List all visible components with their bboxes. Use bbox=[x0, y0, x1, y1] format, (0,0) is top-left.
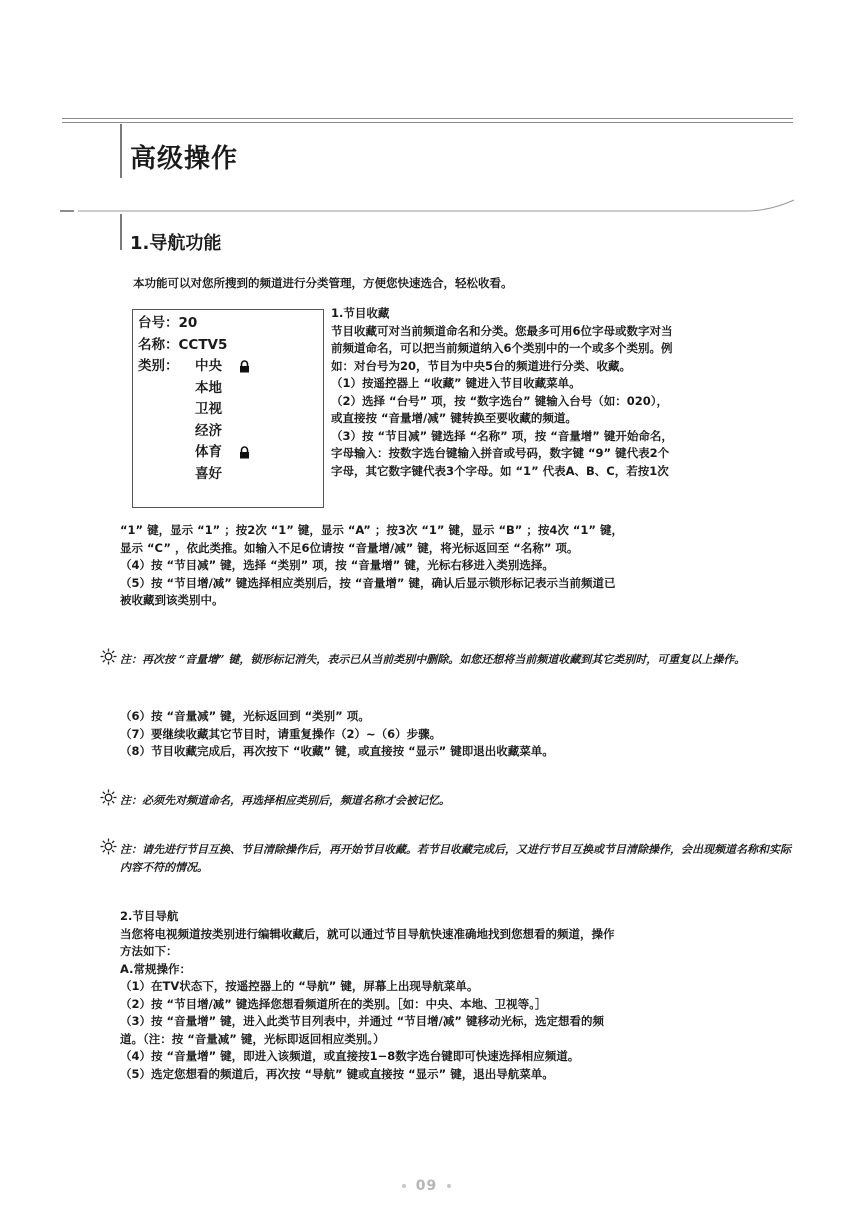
page-title: 高级操作 bbox=[130, 144, 239, 174]
text-line: （5）选定您想看的频道后，再次按 “导航” 键或直接按 “显示” 键，退出导航菜单。 bbox=[120, 1066, 554, 1081]
lock-icon bbox=[238, 446, 251, 459]
text-line: （2）选择 “台号” 项，按 “数字选台” 键输入台号（如：020）， bbox=[331, 393, 669, 408]
title-bar bbox=[120, 124, 122, 178]
text-line: （8）节目收藏完成后，再次按下 “收藏” 键，或直接按 “显示” 键即退出收藏菜单。 bbox=[120, 744, 554, 758]
channel-name-line: 名称：CCTV5 bbox=[138, 336, 228, 353]
category-row bbox=[138, 378, 323, 400]
text-line: A.常规操作： bbox=[120, 961, 191, 976]
note-sun-icon bbox=[100, 648, 117, 665]
text-line: 字母，其它数字键代表3个字母。如 “1” 代表A、B、C，若按1次 bbox=[331, 463, 669, 478]
text-line: （6）按 “音量减” 键，光标返回到 “类别” 项。 bbox=[120, 709, 370, 723]
text-line: （5）按 “节目增/减” 键选择相应类别后，按 “音量增” 键，确认后显示锁形标记表示当前频道已 bbox=[120, 575, 616, 590]
text-line: 显示 “C” ，依此类推。如输入不足6位请按 “音量增/减” 键，将光标返回至 “名称” 项。 bbox=[120, 540, 579, 555]
category-item bbox=[195, 356, 251, 378]
text-line: 被收藏到该类别中。 bbox=[120, 593, 224, 607]
category-row bbox=[138, 356, 323, 378]
text-line: 方法如下： bbox=[120, 944, 178, 958]
page-footer bbox=[0, 1178, 853, 1194]
text-line: （3）按 “节目减” 键选择 “名称” 项，按 “音量增” 键开始命名， bbox=[331, 428, 673, 443]
note-sun-icon bbox=[100, 838, 117, 855]
text-line: （1）按遥控器上 “收藏” 键进入节目收藏菜单。 bbox=[331, 376, 581, 390]
favorites-steps-continued bbox=[120, 708, 792, 761]
category-label: 类别： bbox=[138, 358, 179, 374]
page-number: 09 bbox=[415, 1178, 438, 1194]
title-rule-bottom bbox=[62, 122, 793, 123]
intro-text: 本功能可以对您所搜到的频道进行分类管理，方便您快速选合，轻松收看。 bbox=[133, 276, 513, 290]
category-row bbox=[138, 442, 323, 464]
text-line: （3）按 “音量增” 键，进入此类节目列表中，并通过 “节目增/减” 键移动光标，选定想看的频 bbox=[120, 1014, 604, 1028]
lock-icon bbox=[238, 360, 251, 373]
text-line: 道。（注：按 “音量减” 键，光标即返回相应类别。） bbox=[120, 1031, 385, 1046]
guide-section bbox=[120, 908, 792, 1083]
text-line: 前频道命名，可以把当前频道纳入6个类别中的一个或多个类别。例 bbox=[331, 341, 673, 355]
category-row bbox=[138, 421, 323, 443]
category-row bbox=[138, 399, 323, 421]
section-bar bbox=[120, 214, 122, 250]
title-rule-top bbox=[62, 118, 793, 119]
channel-number-line: 台号：20 bbox=[138, 315, 198, 331]
category-row bbox=[138, 464, 323, 486]
text-line: 或直接按 “音量增/减” 键转换至要收藏的频道。 bbox=[331, 411, 577, 425]
text-line: 节目收藏可对当前频道命名和分类。您最多可用6位字母或数字对当 bbox=[331, 323, 673, 338]
favorites-full-width bbox=[120, 522, 792, 610]
text-line: （4）按 “音量增” 键，即进入该频道，或直接按1−8数字选台键即可快速选择相应频道。 bbox=[120, 1049, 580, 1063]
category-item: 卫视 bbox=[195, 401, 222, 417]
category-item bbox=[195, 442, 251, 464]
section-rule bbox=[60, 196, 795, 216]
note-delete: 注：再次按 “音量增” 键，锁形标记消失，表示已从当前类别中删除。如您还想将当前频道收藏到其它类别时，可重复以上操作。 bbox=[120, 653, 746, 666]
dot-right bbox=[447, 1184, 451, 1188]
text-line: （4）按 “节目减” 键，选择 “类别” 项，按 “音量增” 键，光标右移进入类别选择。 bbox=[120, 558, 554, 572]
category-item: 本地 bbox=[195, 379, 222, 396]
channel-info-box bbox=[132, 309, 324, 508]
category-text: 中央 bbox=[195, 358, 222, 374]
text-line: （1）在TV状态下，按遥控器上的 “导航” 键，屏幕上出现导航菜单。 bbox=[120, 979, 479, 993]
note-naming-order: 注：必须先对频道命名，再选择相应类别后，频道名称才会被记忆。 bbox=[120, 794, 450, 807]
dot-left bbox=[402, 1184, 406, 1188]
favorites-right-column bbox=[331, 305, 793, 480]
category-item: 喜好 bbox=[195, 465, 222, 482]
section-heading: 1.导航功能 bbox=[130, 233, 222, 254]
text-line: 当您将电视频道按类别进行编辑收藏后，就可以通过节目导航快速准确地找到您想看的频道，操作 bbox=[120, 926, 615, 941]
text-line: （7）要继续收藏其它节目时，请重复操作（2）~（6）步骤。 bbox=[120, 726, 442, 741]
favorites-heading: 1.节目收藏 bbox=[331, 306, 390, 320]
note-sun-icon bbox=[100, 789, 117, 806]
category-text: 体育 bbox=[195, 444, 222, 460]
text-line: 如：对台号为20，节目为中央5台的频道进行分类、收藏。 bbox=[331, 358, 632, 373]
category-item: 经济 bbox=[195, 422, 222, 439]
text-line: （2）按 “节目增/减” 键选择您想看频道所在的类别。［如：中央、本地、卫视等。］ bbox=[120, 996, 547, 1011]
text-line: 字母输入：按数字选台键输入拼音或号码，数字键 “9” 键代表2个 bbox=[331, 446, 670, 460]
note-swap-clear: 注：请先进行节目互换、节目清除操作后，再开始节目收藏。若节目收藏完成后，又进行节目互换或节目清除操作，会出现频道名称和实际内容不符的情况。 bbox=[120, 843, 791, 874]
text-line: “1” 键，显示 “1” ；按2次 “1” 键，显示 “A” ；按3次 “1” 键，显示 “B” ；按4次 “1” 键， bbox=[120, 523, 623, 537]
guide-heading: 2.节目导航 bbox=[120, 909, 179, 923]
